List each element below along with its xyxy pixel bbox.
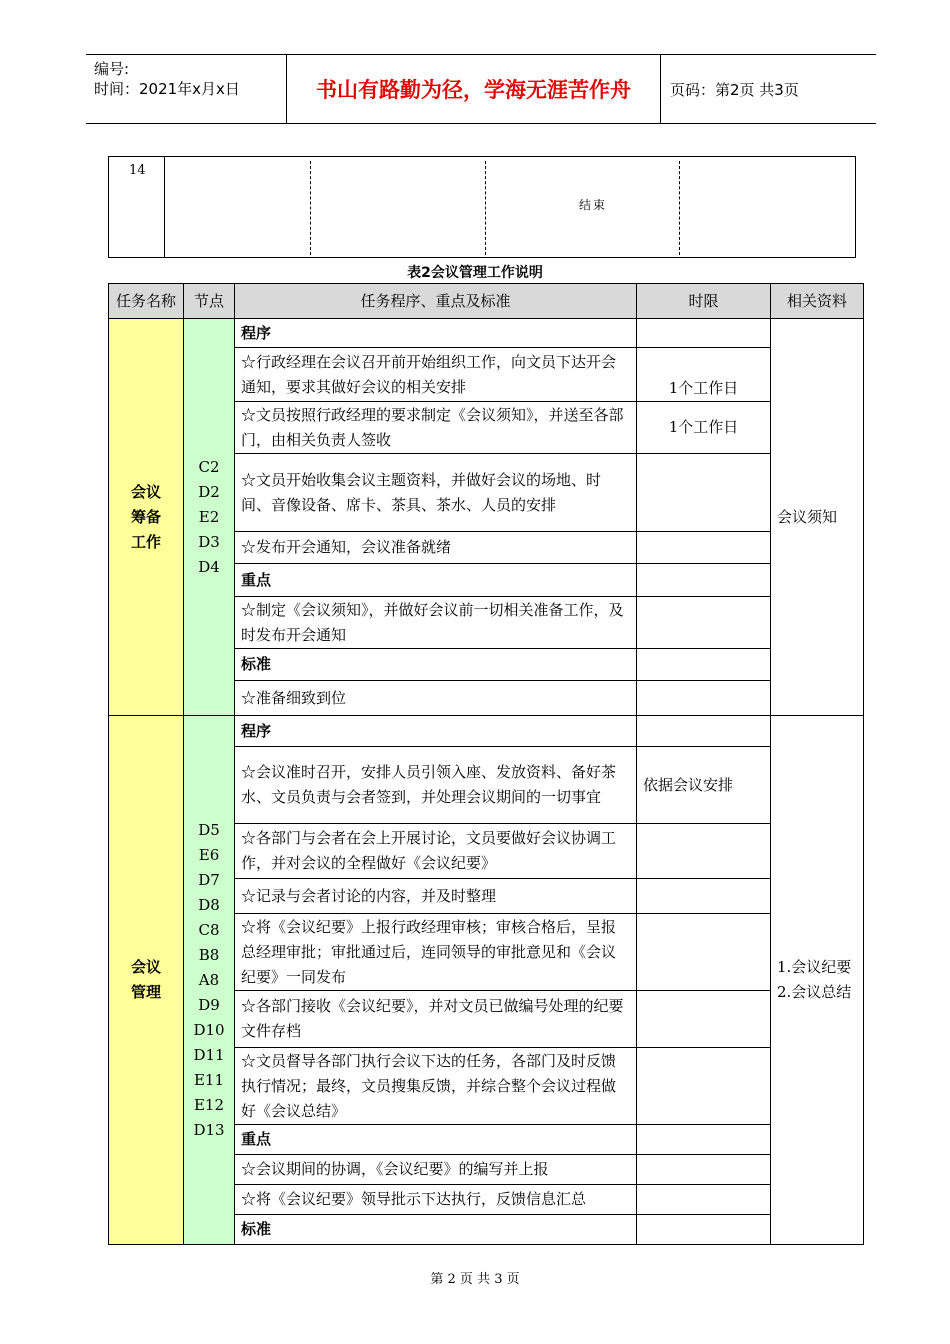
node-code: D5 xyxy=(198,820,220,839)
focus-item: ☆制定《会议须知》，并做好会议前一切相关准备工作，及时发布开会通知 xyxy=(235,597,637,649)
time-limit xyxy=(637,454,771,532)
table-row xyxy=(109,319,864,348)
reference-item: 2.会议总结 xyxy=(777,983,852,1001)
header-motto: 书山有路勤为径，学海无涯苦作舟 xyxy=(286,55,661,123)
focus-item: ☆将《会议纪要》领导批示下达执行，反馈信息汇总 xyxy=(235,1185,637,1215)
node-code: D7 xyxy=(198,870,220,889)
reference-cell xyxy=(771,716,864,1245)
node-code: D2 xyxy=(198,482,220,501)
task-name-line: 会议 xyxy=(130,958,161,976)
procedure-step: ☆行政经理在会议召开前开始组织工作，向文员下达开会通知，要求其做好会议的相关安排 xyxy=(235,348,637,402)
node-code: D9 xyxy=(198,995,220,1014)
section-label-focus: 重点 xyxy=(235,564,637,597)
col-procedure-header: 任务程序、重点及标准 xyxy=(235,284,637,319)
procedure-step: ☆将《会议纪要》上报行政经理审核；审核合格后，呈报总经理审批；审批通过后，连同领导的审批意见和《会议纪要》一同发布 xyxy=(235,914,637,991)
page-header xyxy=(86,54,876,124)
page-footer: 第 2 页 共 3 页 xyxy=(430,1272,520,1287)
time-limit: 1个工作日 xyxy=(637,348,771,402)
time-limit: 1个工作日 xyxy=(637,402,771,454)
node-code: D8 xyxy=(198,895,220,914)
time-cell xyxy=(637,319,771,348)
flow-step-number: 14 xyxy=(129,163,146,178)
node-code: B8 xyxy=(198,945,220,964)
time-cell xyxy=(637,564,771,597)
task-name-line: 管理 xyxy=(130,983,161,1001)
task-name-line: 工作 xyxy=(130,532,161,551)
node-code: E6 xyxy=(198,845,220,864)
node-code: D13 xyxy=(193,1120,225,1139)
time-limit xyxy=(637,991,771,1048)
time-cell xyxy=(637,716,771,747)
node-cell xyxy=(184,319,235,716)
time-cell xyxy=(637,1185,771,1215)
node-code: E11 xyxy=(193,1070,225,1089)
flow-end-label: 结束 xyxy=(579,198,608,212)
procedure-step: ☆会议准时召开，安排人员引领入座、发放资料、备好茶水、文员负责与会者签到，并处理会议期间的一切事宜 xyxy=(235,747,637,824)
node-code: A8 xyxy=(198,970,220,989)
node-code: D10 xyxy=(193,1020,225,1039)
node-code: E12 xyxy=(193,1095,225,1114)
node-code: E2 xyxy=(198,507,220,526)
reference-cell xyxy=(771,319,864,716)
table-row xyxy=(109,716,864,747)
flow-swimlane-divider xyxy=(485,161,486,255)
procedure-step: ☆文员督导各部门执行会议下达的任务，各部门及时反馈执行情况；最终，文员搜集反馈，并综合整个会议过程做好《会议总结》 xyxy=(235,1048,637,1125)
reference-item: 会议须知 xyxy=(777,507,838,526)
node-code: D3 xyxy=(198,532,220,551)
time-limit xyxy=(637,879,771,914)
node-code: D4 xyxy=(198,557,220,576)
task-name-cell xyxy=(109,319,184,716)
code-label: 编号: xyxy=(94,60,130,78)
procedure-step: ☆各部门接收《会议纪要》，并对文员已做编号处理的纪要文件存档 xyxy=(235,991,637,1048)
time-cell xyxy=(637,1215,771,1245)
flow-swimlane-divider xyxy=(679,161,680,255)
task-name-line: 筹备 xyxy=(130,507,161,526)
section-label-program: 程序 xyxy=(235,716,637,747)
date-label: 时间：2021年x月x日 xyxy=(94,80,240,98)
standard-item: ☆准备细致到位 xyxy=(235,681,637,716)
meeting-work-table xyxy=(108,283,864,1245)
time-limit xyxy=(637,824,771,879)
section-label-standard: 标准 xyxy=(235,1215,637,1245)
col-node-header: 节点 xyxy=(184,284,235,319)
time-limit xyxy=(637,914,771,991)
task-name-line: 会议 xyxy=(130,482,161,501)
task-name-cell xyxy=(109,716,184,1245)
flow-column-divider xyxy=(164,157,165,257)
time-cell xyxy=(637,1125,771,1155)
reference-item: 1.会议纪要 xyxy=(777,958,852,976)
node-code: C8 xyxy=(198,920,220,939)
header-page-label: 页码：第2页 共3页 xyxy=(670,81,799,99)
procedure-step: ☆记录与会者讨论的内容，并及时整理 xyxy=(235,879,637,914)
node-code: C2 xyxy=(198,457,220,476)
section-label-standard: 标准 xyxy=(235,649,637,681)
time-cell xyxy=(637,681,771,716)
col-task-header: 任务名称 xyxy=(109,284,184,319)
flowchart-end-row xyxy=(108,156,856,258)
time-limit xyxy=(637,1048,771,1125)
time-cell xyxy=(637,597,771,649)
procedure-step: ☆发布开会通知，会议准备就绪 xyxy=(235,532,637,564)
time-cell xyxy=(637,649,771,681)
time-cell xyxy=(637,1155,771,1185)
node-code: D11 xyxy=(193,1045,225,1064)
node-cell xyxy=(184,716,235,1245)
section-label-program: 程序 xyxy=(235,319,637,348)
table-header-row xyxy=(109,284,864,319)
procedure-step: ☆各部门与会者在会上开展讨论，文员要做好会议协调工作，并对会议的全程做好《会议纪要》 xyxy=(235,824,637,879)
flow-swimlane-divider xyxy=(310,161,311,255)
time-limit: 依据会议安排 xyxy=(637,747,771,824)
section-label-focus: 重点 xyxy=(235,1125,637,1155)
header-left xyxy=(94,59,240,99)
time-limit xyxy=(637,532,771,564)
procedure-step: ☆文员开始收集会议主题资料，并做好会议的场地、时间、音像设备、席卡、茶具、茶水、人员的安排 xyxy=(235,454,637,532)
procedure-step: ☆文员按照行政经理的要求制定《会议须知》，并送至各部门，由相关负责人签收 xyxy=(235,402,637,454)
col-ref-header: 相关资料 xyxy=(771,284,864,319)
focus-item: ☆会议期间的协调，《会议纪要》的编写并上报 xyxy=(235,1155,637,1185)
table-caption: 表2会议管理工作说明 xyxy=(407,265,543,281)
col-time-header: 时限 xyxy=(637,284,771,319)
